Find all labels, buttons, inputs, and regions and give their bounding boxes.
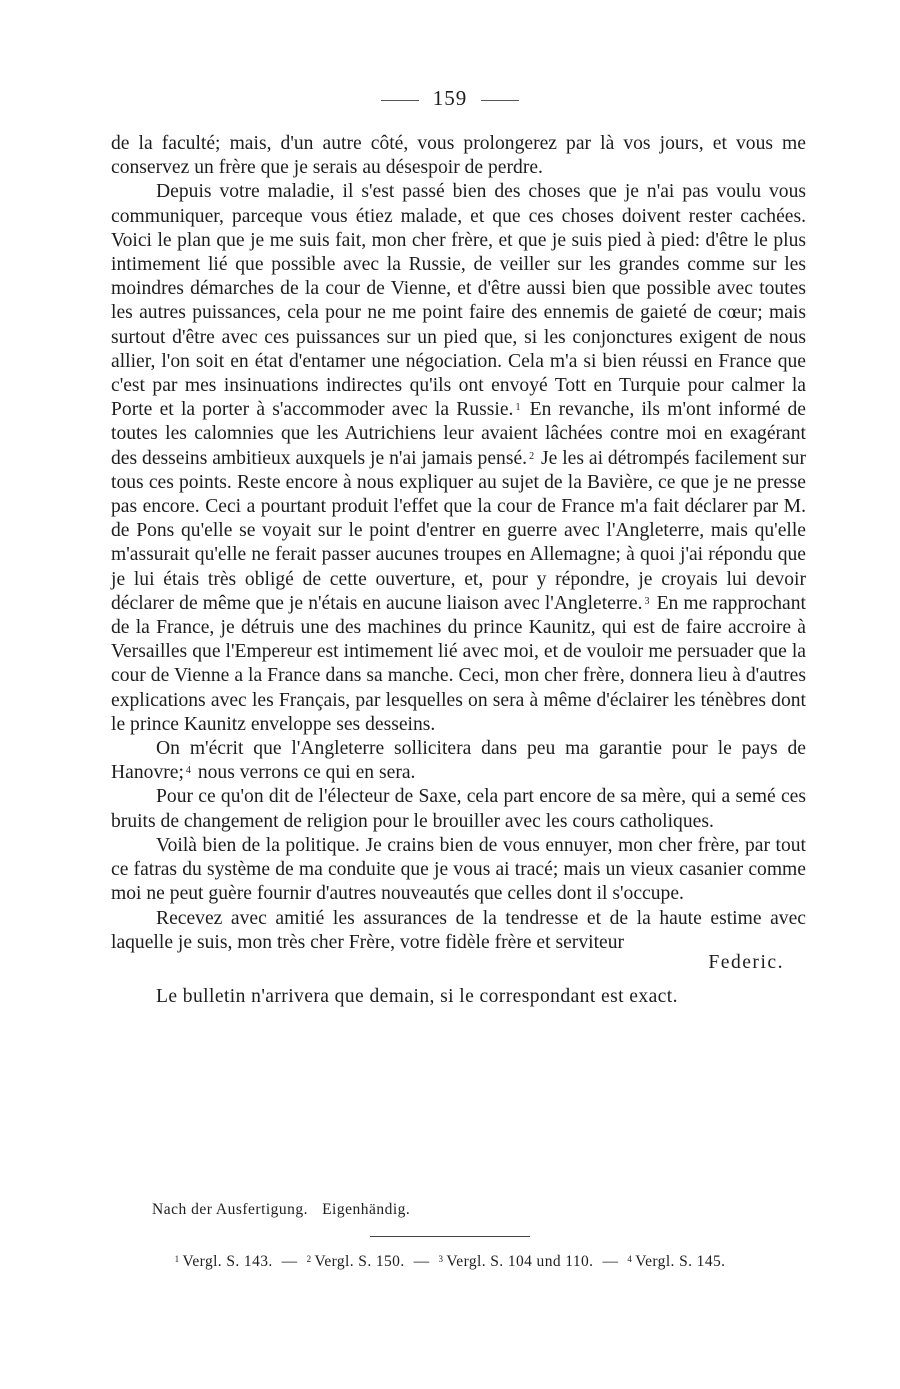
paragraph: Voilà bien de la politique. Je crains bien de vous ennuyer, mon cher frère, par tout ce fatras du système de ma conduite que je vous ai tracé; mais un vieux casanier comme moi ne peut guère fournir d'autres nouveautés que celles dont il s'occupe. <box>111 834 806 905</box>
footnote-rule <box>370 1236 530 1237</box>
page-number: 159 <box>432 86 468 110</box>
letter-body <box>111 132 806 1009</box>
footnote-ref: 3 <box>644 595 650 607</box>
source-origin: Nach der Ausfertigung. <box>152 1201 309 1218</box>
header-rule-right <box>481 100 519 101</box>
header-rule-left <box>381 100 419 101</box>
footnote: $^3$ Vergl. S. 104 und 110. <box>438 1253 594 1270</box>
paragraph: Depuis votre maladie, il s'est passé bien des choses que je n'ai pas voulu vous communiquer, parceque vous étiez malade, et que ces choses doivent rester cachées. Voici le plan que je me suis fait, mon cher frère, et que je suis pied à pied: d'être le plus intimement lié que possible avec la Russie, de veiller sur les grandes comme sur les moindres démarches de la cour de Vienne, et d'être aussi bien que possible avec toutes les autres puissances, cela pour ne me point faire des ennemis de gaieté de cœur; mais surtout d'être avec ces puissances sur un pied que, si les conjonctures exigent de nous allier, l'on soit en état d'entamer une négociation. Cela m'a si bien réussi en France que c'est par mes insinuations indirectes qu'ils ont envoyé Tott en Turquie pour calmer la Porte et la porter à s'accommoder avec la Russie. $^1$ En revanche, ils m'ont informé de toutes les calomnies que les Autrichiens leur avaient lâchées contre moi en exagérant des desseins ambitieux auxquels je n'ai jamais pensé. $^2$ Je les ai détrompés facilement sur tous ces points. Reste encore à nous expliquer au sujet de la Bavière, ce que je ne presse pas encore. Ceci a pourtant produit l'effet que la cour de France m'a fait déclarer par M. de Pons qu'elle se voyait sur le point d'entrer en guerre avec l'Angleterre, mais qu'elle m'assurait qu'elle ne ferait passer aucunes troupes en Allemagne; à quoi j'ai répondu que je lui étais très obligé de cette ouverture, et, pour y répondre, je croyais lui devoir déclarer de même que je n'étais en aucune liaison avec l'Angleterre. $^3$ En me rapprochant de la France, je détruis une des machines du prince Kaunitz, qui est de faire accroire à Versailles que l'Empereur est intimement lié avec moi, et de vouloir me persuader que la cour de Vienne a la France dans sa manche. Ceci, mon cher frère, donnera lieu à d'autres explications avec les Français, par lesquelles on sera à même d'éclairer les ténèbres dont le prince Kaunitz enveloppe ses desseins. <box>111 181 806 735</box>
source-note <box>152 1201 410 1219</box>
signature: Federic. <box>708 951 784 973</box>
paragraph: On m'écrit que l'Angleterre sollicitera dans peu ma garantie pour le pays de Hanovre; $^4$ nous verrons ce qui en sera. <box>111 738 806 784</box>
footnote: $^2$ Vergl. S. 150. <box>306 1253 405 1270</box>
footnote-separator: — <box>602 1253 619 1270</box>
postscript: Le bulletin n'arrivera que demain, si le correspondant est exact. <box>156 986 678 1008</box>
footnote-separator: — <box>413 1253 430 1270</box>
paragraph: de la faculté; mais, d'un autre côté, vous prolongerez par là vos jours, et vous me conservez un frère que je serais au désespoir de perdre. <box>111 133 806 179</box>
closing-paragraph: Recevez avec amitié les assurances de la tendresse et de la haute estime avec laquelle je suis, mon très cher Frère, votre fidèle frère et serviteur <box>111 907 806 953</box>
paragraph: Pour ce qu'on dit de l'électeur de Saxe, cela part encore de sa mère, qui a semé ces bruits de changement de religion pour le brouiller avec les cours catholiques. <box>111 786 806 832</box>
footnote-ref: 4 <box>185 765 191 777</box>
footnote: $^4$ Vergl. S. 145. <box>627 1253 726 1270</box>
footnote: $^1$ Vergl. S. 143. <box>174 1253 273 1270</box>
footnote-separator: — <box>281 1253 298 1270</box>
footnotes <box>0 1253 900 1271</box>
source-hand: Eigenhändig. <box>322 1201 411 1218</box>
page-header <box>0 86 900 111</box>
footnote-ref: 1 <box>515 402 521 414</box>
footnote-ref: 2 <box>529 450 535 462</box>
